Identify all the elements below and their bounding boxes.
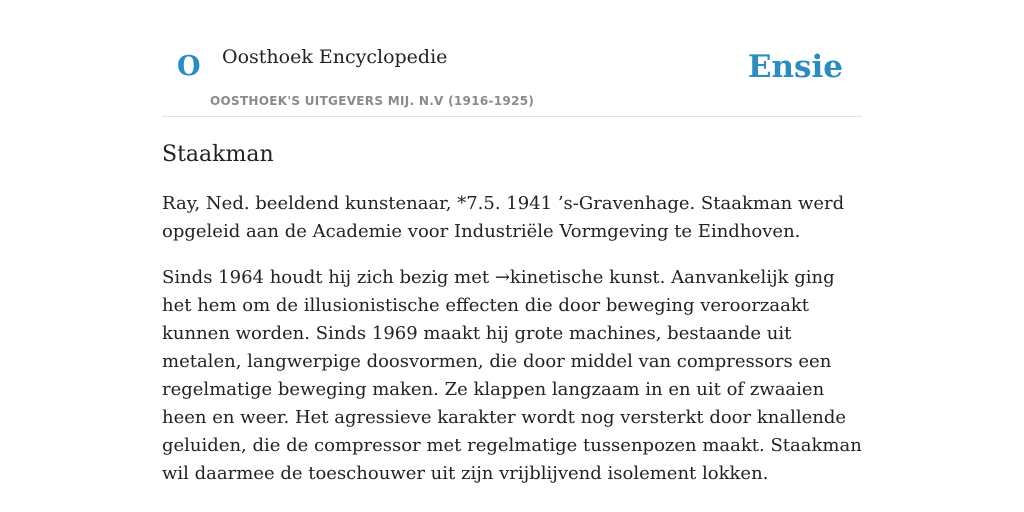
publisher-label: OOSTHOEK'S UITGEVERS MIJ. N.V (1916-1925) (210, 94, 535, 108)
cross-reference-link[interactable]: kinetische kunst (509, 267, 660, 288)
cross-reference-arrow-icon: → (494, 267, 510, 288)
article-paragraph-2 (162, 264, 866, 488)
article (162, 140, 866, 506)
paragraph-text: Sinds 1964 houdt hij zich bezig met (162, 267, 495, 288)
encyclopedia-title[interactable]: Oosthoek Encyclopedie (222, 46, 448, 68)
article-paragraph-1: Ray, Ned. beeldend kunstenaar, *7.5. 1941 ’s-Gravenhage. Staakman werd opgeleid aan de Academie voor Industriële Vormgeving te Eindhoven. (162, 193, 845, 242)
page-header (162, 0, 862, 117)
article-title: Staakman (162, 142, 274, 167)
encyclopedia-logo[interactable]: O (177, 51, 201, 82)
paragraph-text: . Aanvankelijk ging het hem om de illusionistische effecten die door beweging veroorzaakt kunnen worden. Sinds 1969 maakt hij grote machines, bestaande uit metalen, langwerpige doosvormen, die door middel van compressors een regelmatige beweging maken. Ze klappen langzaam in en uit of zwaaien heen en weer. Het agressieve karakter wordt nog versterkt door knallende geluiden, die de compressor met regelmatige tussenpozen maakt. Staakman wil daarmee de toeschouwer uit zijn vrijblijvend isolement lokken. (162, 267, 862, 484)
ensie-brand-link[interactable]: Ensie (747, 49, 843, 85)
